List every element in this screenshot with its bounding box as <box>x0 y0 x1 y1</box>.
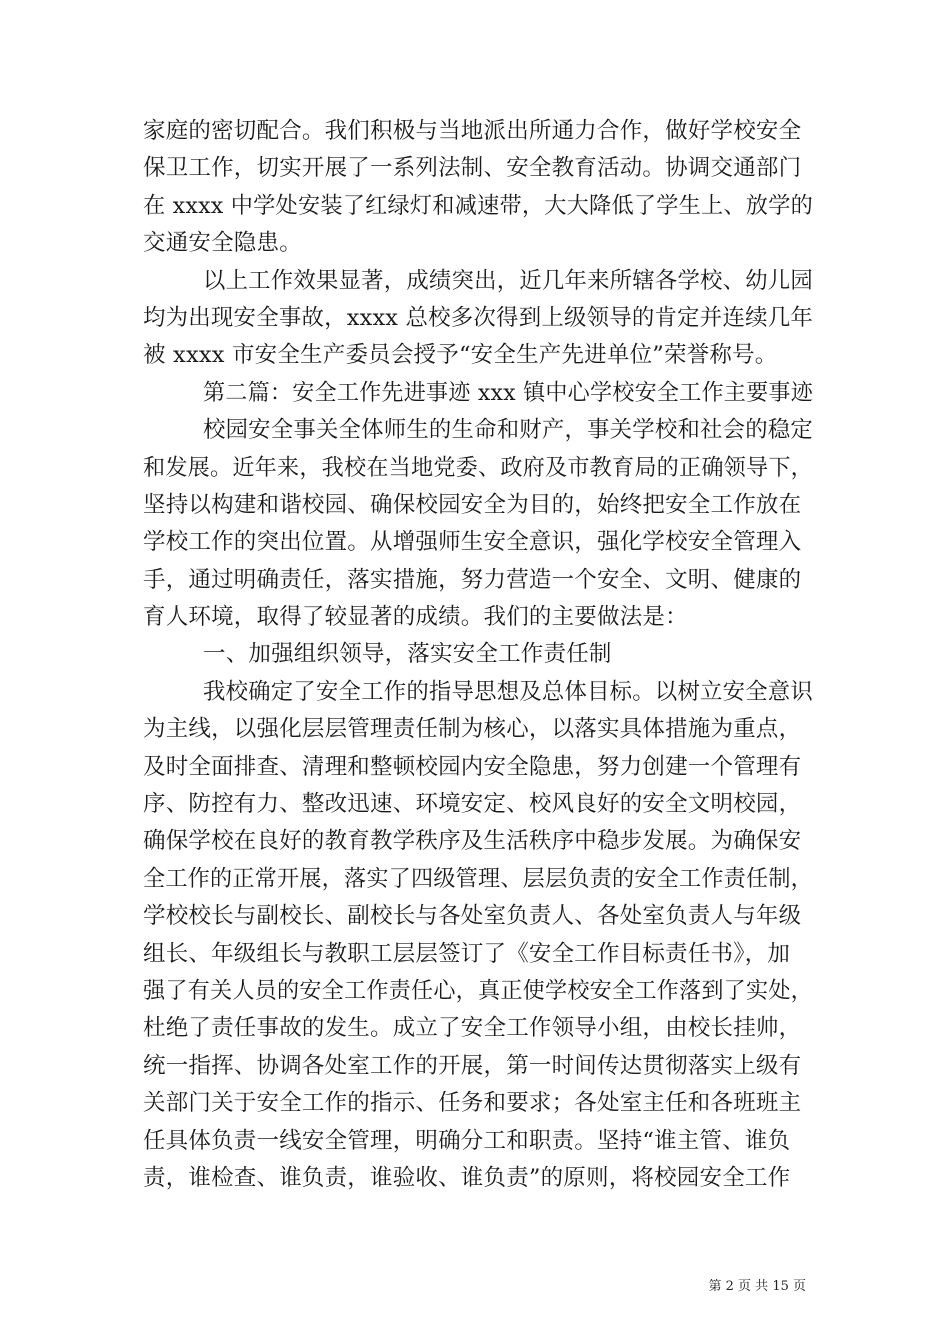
text-line: 强了有关人员的安全工作责任心，真正使学校安全工作落到了实处， <box>143 977 813 1004</box>
text-line: 确保学校在良好的教育教学秩序及生活秩序中稳步发展。为确保安 <box>143 828 802 855</box>
text-line: 手，通过明确责任，落实措施，努力营造一个安全、文明、健康的 <box>143 566 802 593</box>
text-line: 组长、年级组长与教职工层层签订了《安全工作目标责任书》，加 <box>143 940 791 967</box>
paragraph-first-line: 我校确定了安全工作的指导思想及总体目标。以树立安全意识 <box>203 678 813 705</box>
text-line: 坚持以构建和谐校园、确保校园安全为目的，始终把安全工作放在 <box>143 491 802 518</box>
text-line: 学校校长与副校长、副校长与各处室负责人、各处室负责人与年级 <box>143 903 802 930</box>
paragraph-first-line: 校园安全事关全体师生的生命和财产，事关学校和社会的稳定 <box>203 417 813 444</box>
text-line: 在 xxxx 中学处安装了红绿灯和减速带，大大降低了学生上、放学的 <box>143 192 813 219</box>
paragraph-first-line: 第二篇：安全工作先进事迹 xxx 镇中心学校安全工作主要事迹 <box>203 379 813 406</box>
paragraph-first-line: 一、加强组织领导，落实安全工作责任制 <box>203 641 612 668</box>
text-line: 全工作的正常开展，落实了四级管理、层层负责的安全工作责任制， <box>143 865 813 892</box>
text-line: 为主线，以强化层层管理责任制为核心，以落实具体措施为重点， <box>143 716 802 743</box>
document-body <box>143 113 813 1197</box>
text-line: 育人环境，取得了较显著的成绩。我们的主要做法是： <box>143 604 688 631</box>
text-line: 学校工作的突出位置。从增强师生安全意识，强化学校安全管理入 <box>143 529 802 556</box>
text-line: 关部门关于安全工作的指示、任务和要求；各处室主任和各班班主 <box>143 1090 802 1117</box>
text-line: 被 xxxx 市安全生产委员会授予“安全生产先进单位”荣誉称号。 <box>143 342 778 369</box>
text-line: 杜绝了责任事故的发生。成立了安全工作领导小组，由校长挂帅， <box>143 1015 802 1042</box>
text-line: 保卫工作，切实开展了一系列法制、安全教育活动。协调交通部门 <box>143 155 802 182</box>
text-line: 任具体负责一线安全管理，明确分工和职责。坚持“谁主管、谁负 <box>143 1127 791 1154</box>
text-line: 和发展。近年来，我校在当地党委、政府及市教育局的正确领导下， <box>143 454 813 481</box>
paragraph-first-line: 以上工作效果显著，成绩突出，近几年来所辖各学校、幼儿园 <box>203 267 813 294</box>
text-line: 及时全面排查、清理和整顿校园内安全隐患，努力创建一个管理有 <box>143 753 802 780</box>
text-line: 统一指挥、协调各处室工作的开展，第一时间传达贯彻落实上级有 <box>143 1052 802 1079</box>
text-line: 交通安全隐患。 <box>143 230 302 257</box>
text-line: 均为出现安全事故，xxxx 总校多次得到上级领导的肯定并连续几年 <box>143 304 813 331</box>
text-line: 序、防控有力、整改迅速、环境安定、校风良好的安全文明校园， <box>143 791 802 818</box>
page-number: 第 2 页 共 15 页 <box>708 1279 806 1294</box>
text-line: 家庭的密切配合。我们积极与当地派出所通力合作，做好学校安全 <box>143 118 802 144</box>
text-line: 责，谁检查、谁负责，谁验收、谁负责”的原则，将校园安全工作 <box>143 1164 791 1191</box>
